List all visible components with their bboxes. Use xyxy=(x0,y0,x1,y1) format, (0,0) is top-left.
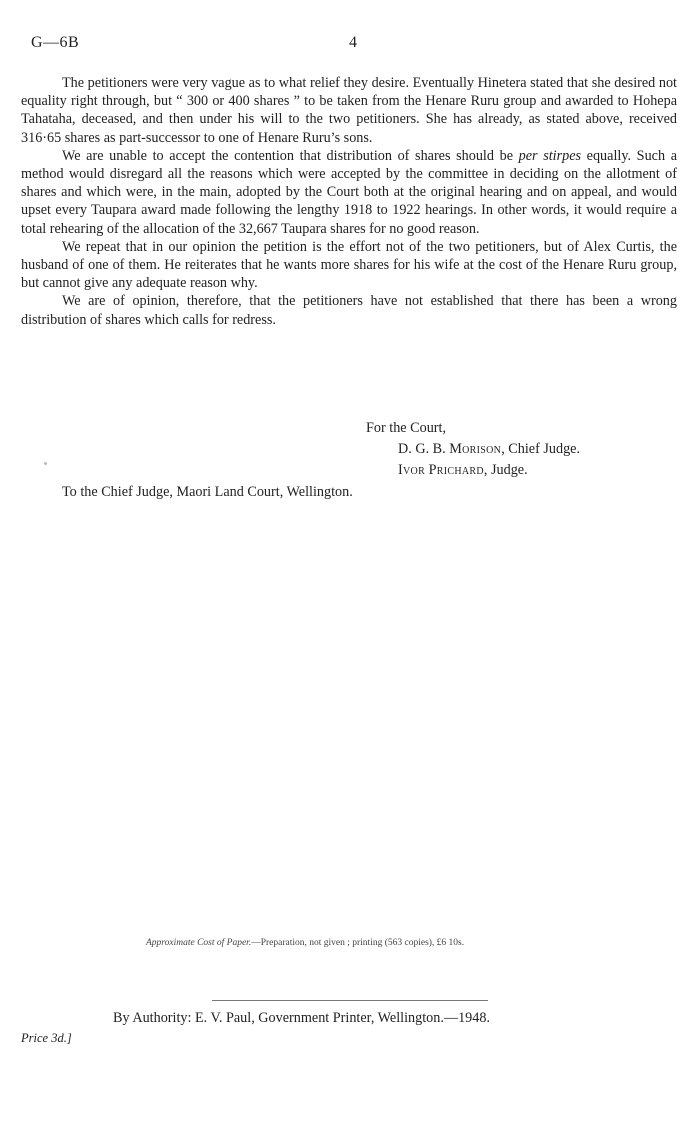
signer1-surname: Morison xyxy=(449,441,502,457)
signer2-first-name: Ivor xyxy=(398,462,426,478)
addressee-line: To the Chief Judge, Maori Land Court, Wellington. xyxy=(62,484,353,500)
per-stirpes-term: per stirpes xyxy=(518,147,582,164)
page-number: 4 xyxy=(349,34,357,51)
for-the-court: For the Court, xyxy=(366,420,446,436)
printer-authority-line: By Authority: E. V. Paul, Government Printer, Wellington.—1948. xyxy=(113,1010,491,1026)
paragraph-text-end: equally. Such a method would disregard all the reasons which were accepted by the committee in deciding on the allotment of shares and which were, in the main, adopted by the Court both at the original hearing and on appeal, and would upset every Taupara award made following the lengthy 1918 to 1922 hearings. In other words, it would require a total rehearing of the allocation of the 32,667 Taupara shares for no good reason. xyxy=(21,147,677,237)
paragraph-relief-sought: The petitioners were very vague as to what relief they desire. Eventually Hinetera stated that she desired not equality right through, but “ 300 or 400 shares ” to be taken from the Henare Ruru group and awarded to Hohepa Tahataha, deceased, and then under his will to the two petitioners. She has already, as stated above, received 316·65 shares as part-successor to one of Henare Ruru’s sons. xyxy=(21,75,677,146)
cost-label: Approximate Cost of Paper. xyxy=(146,938,252,948)
signer1-initials: D. G. B. xyxy=(398,441,446,457)
signer2-title: , Judge. xyxy=(483,462,528,478)
paragraph-conclusion: We are of opinion, therefore, that the petitioners have not established that there has been a wrong distribution of shares which calls for redress. xyxy=(21,293,677,328)
paragraph-text-start: We are unable to accept the contention that distribution of shares should be xyxy=(62,147,519,164)
paragraph-alex-curtis: We repeat that in our opinion the petition is the effort not of the two petitioners, but of Alex Curtis, the husband of one of them. He reiterates that he wants more shares for his wife at the cost of the Henare Ruru group, but cannot give any adequate reason why. xyxy=(21,238,677,292)
body-text xyxy=(21,74,677,329)
signature-block xyxy=(366,418,580,481)
cost-of-paper-note xyxy=(146,938,464,948)
cost-text: —Preparation, not given ; printing (563 copies), £6 10s. xyxy=(251,938,465,948)
signer1-title: , Chief Judge. xyxy=(501,441,581,457)
signer-judge xyxy=(366,460,580,481)
footer-divider xyxy=(212,1000,488,1001)
scan-speck xyxy=(44,462,47,465)
page-reference: G—6B xyxy=(31,34,80,51)
signer-chief-judge xyxy=(366,439,580,460)
signer2-surname: Prichard xyxy=(428,462,484,478)
price-note: Price 3d.] xyxy=(21,1031,72,1045)
paragraph-per-stirpes xyxy=(21,147,677,238)
